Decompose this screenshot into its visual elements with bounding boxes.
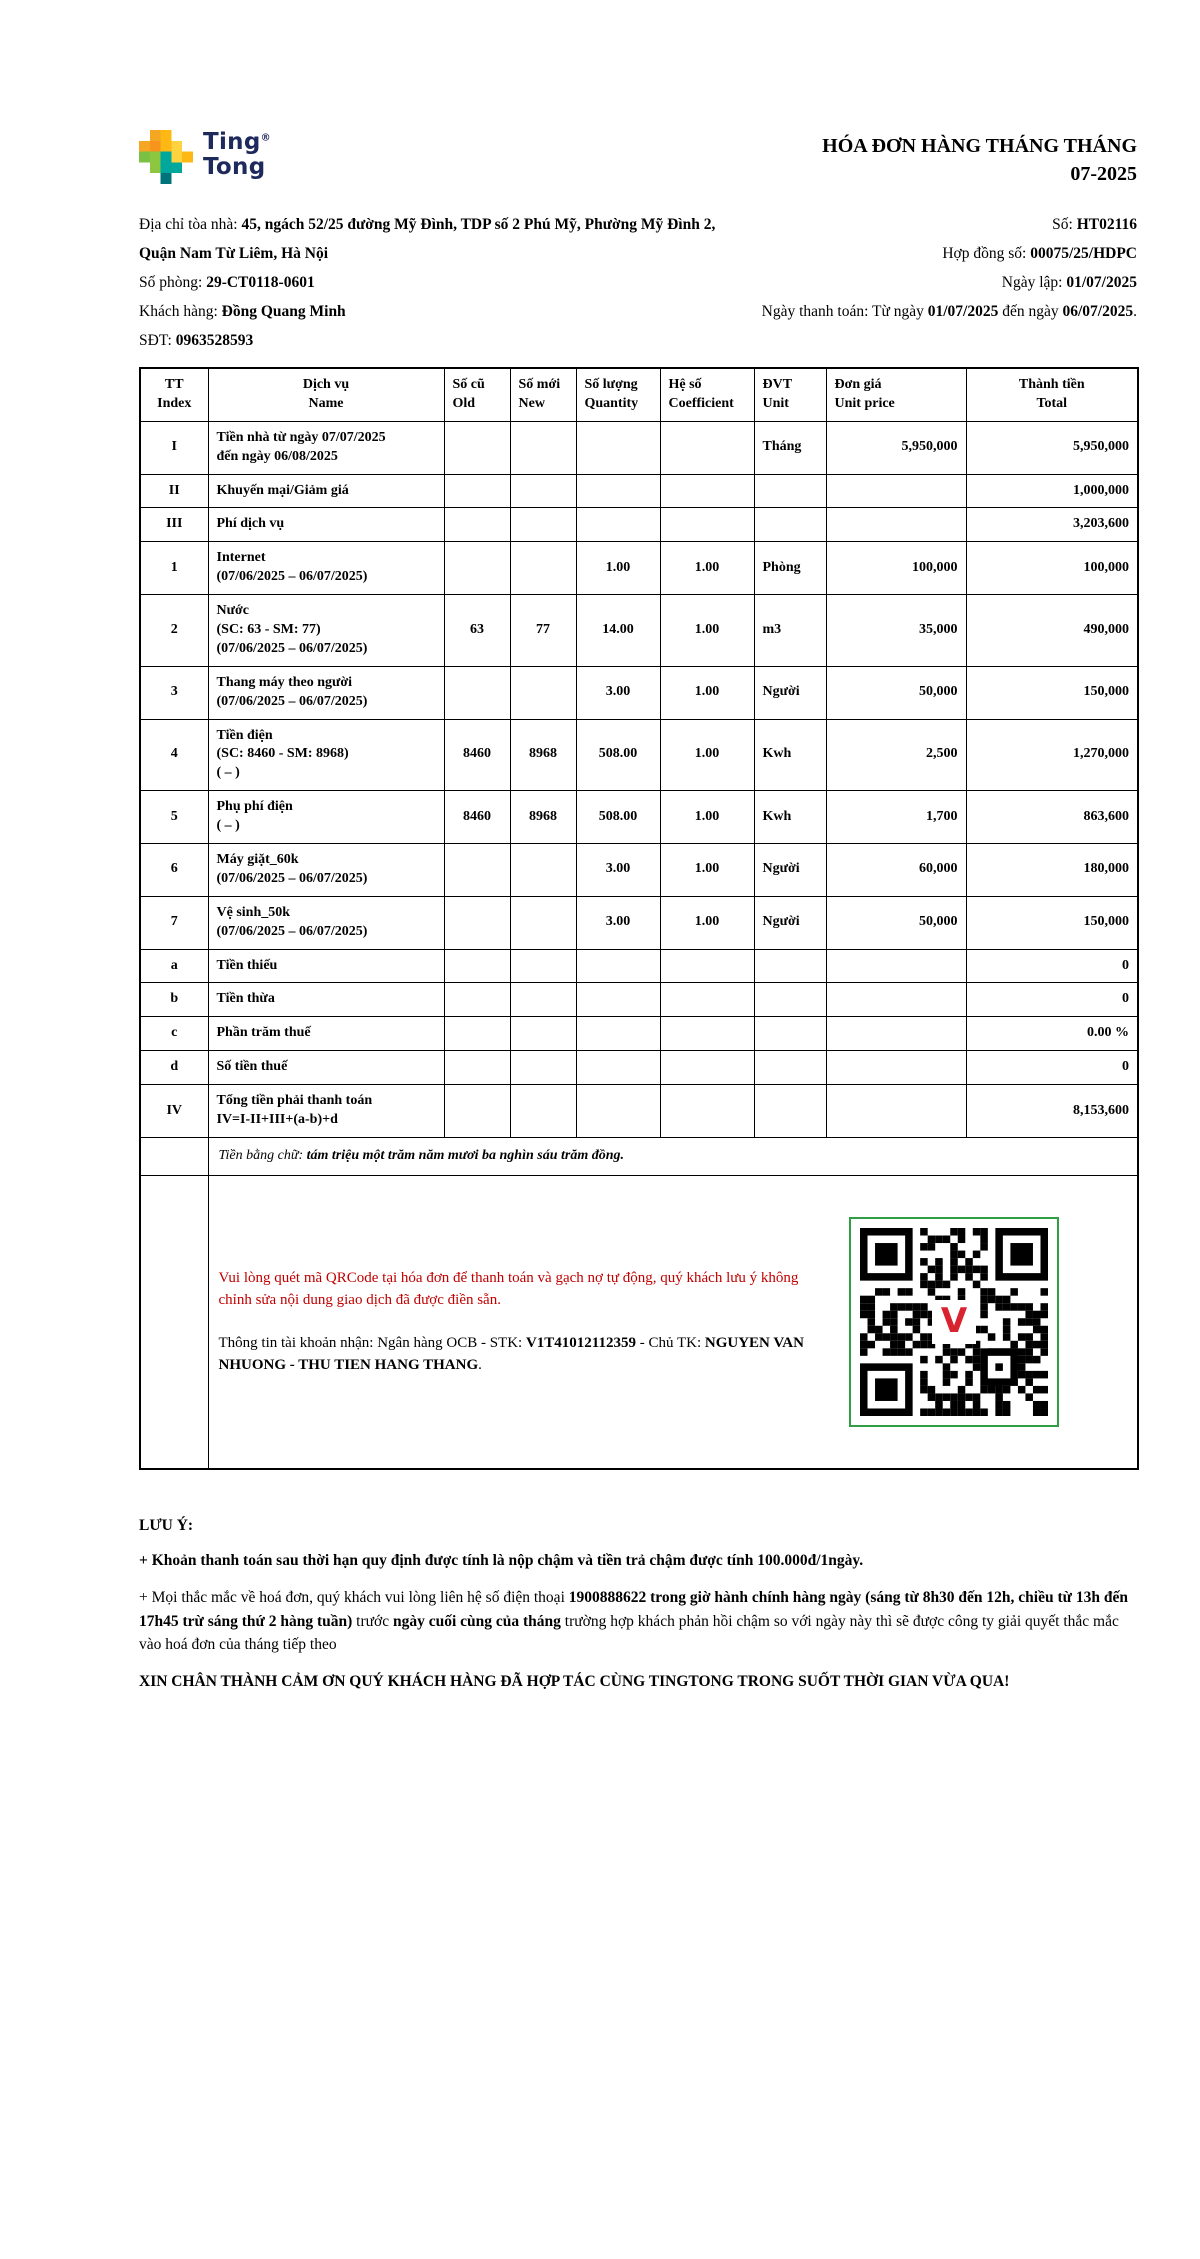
cell-new [510, 1085, 576, 1138]
cell-qty [576, 1017, 660, 1051]
cell-new [510, 983, 576, 1017]
cell-name: Tổng tiền phải thanh toán IV=I-II+III+(a-b)+d [208, 1085, 444, 1138]
cell-index: c [140, 1017, 208, 1051]
cell-total: 863,600 [966, 791, 1138, 844]
cell-old: 8460 [444, 719, 510, 791]
cell-unit: Kwh [754, 719, 826, 791]
cell-qty: 3.00 [576, 666, 660, 719]
cell-qty: 3.00 [576, 844, 660, 897]
cell-coef [660, 1085, 754, 1138]
cell-name: Nước (SC: 63 - SM: 77) (07/06/2025 – 06/07/2025) [208, 595, 444, 667]
table-row [140, 666, 1138, 719]
note-hotline-part3: trường hợp khách phản hồi chậm so với ngày này thì sẽ được công ty giải quyết thắc mắc vào hoá đơn của tháng tiếp theo [139, 1612, 1119, 1653]
cell-coef: 1.00 [660, 896, 754, 949]
cell-unit: Tháng [754, 421, 826, 474]
cell-index: 5 [140, 791, 208, 844]
cell-coef: 1.00 [660, 595, 754, 667]
cell-old [444, 983, 510, 1017]
header-coefficient: Hệ số Coefficient [660, 368, 754, 421]
note-hotline-part2: trước [352, 1612, 393, 1630]
cell-name: Tiền thừa [208, 983, 444, 1017]
cell-unit [754, 1051, 826, 1085]
amount-in-words-cell [208, 1137, 1138, 1175]
cell-coef [660, 983, 754, 1017]
cell-unit [754, 474, 826, 508]
qr-center-logo-icon: V [932, 1300, 976, 1344]
account-info [219, 1332, 819, 1377]
cell-old [444, 1085, 510, 1138]
table-row [140, 508, 1138, 542]
cell-unit: Người [754, 896, 826, 949]
cell-index: b [140, 983, 208, 1017]
cell-name: Vệ sinh_50k (07/06/2025 – 06/07/2025) [208, 896, 444, 949]
table-row [140, 791, 1138, 844]
header-total: Thành tiền Total [966, 368, 1138, 421]
cell-index: d [140, 1051, 208, 1085]
cell-total: 180,000 [966, 844, 1138, 897]
cell-new [510, 666, 576, 719]
cell-old [444, 666, 510, 719]
table-row [140, 421, 1138, 474]
cell-qty [576, 421, 660, 474]
contract-label: Hợp đồng số: [942, 245, 1031, 262]
cell-coef: 1.00 [660, 666, 754, 719]
note-hotline-number: 1900888622 trong giờ hành chính hàng ngày (sáng từ 8h30 đến 12h, chiều từ 13h đến 17h45 trừ sáng thứ 2 hàng tuần) [139, 1589, 1128, 1630]
cell-name: Tiền thiếu [208, 949, 444, 983]
account-number: V1T41012112359 [525, 1334, 636, 1351]
cell-name: Thang máy theo người (07/06/2025 – 06/07/2025) [208, 666, 444, 719]
cell-name: Tiền điện (SC: 8460 - SM: 8968) ( – ) [208, 719, 444, 791]
cell-name: Số tiền thuế [208, 1051, 444, 1085]
issue-date-label: Ngày lập: [1001, 274, 1067, 291]
cell-name: Internet (07/06/2025 – 06/07/2025) [208, 542, 444, 595]
cell-old [444, 896, 510, 949]
cell-total: 100,000 [966, 542, 1138, 595]
payment-date-prefix: Ngày thanh toán: Từ ngày [761, 303, 928, 320]
cell-name: Tiền nhà từ ngày 07/07/2025 đến ngày 06/08/2025 [208, 421, 444, 474]
registered-mark: ® [260, 132, 271, 144]
cell-qty: 508.00 [576, 719, 660, 791]
amount-in-words-label: Tiền bằng chữ: [218, 1147, 307, 1163]
customer-value: Đồng Quang Minh [221, 303, 346, 320]
table-row [140, 542, 1138, 595]
cell-new [510, 896, 576, 949]
invoice-page [139, 0, 1137, 1693]
cell-unit [754, 1085, 826, 1138]
cell-qty [576, 474, 660, 508]
notes-heading: LƯU Ý: [139, 1516, 194, 1534]
cell-index: a [140, 949, 208, 983]
table-row [140, 1017, 1138, 1051]
cell-price [826, 1017, 966, 1051]
cell-unit: Người [754, 844, 826, 897]
cell-new [510, 421, 576, 474]
note-late-payment: + Khoản thanh toán sau thời hạn quy định được tính là nộp chậm và tiền trả chậm được tính 100.000đ/1ngày. [139, 1552, 864, 1570]
cell-price: 2,500 [826, 719, 966, 791]
cell-coef: 1.00 [660, 791, 754, 844]
cell-coef: 1.00 [660, 844, 754, 897]
cell-qty [576, 983, 660, 1017]
cell-unit: Kwh [754, 791, 826, 844]
cell-unit: Phòng [754, 542, 826, 595]
brand-line2: Tong [203, 154, 266, 181]
payment-date-mid: đến ngày [998, 303, 1063, 320]
cell-price [826, 949, 966, 983]
cell-old [444, 1051, 510, 1085]
cell-price [826, 983, 966, 1017]
table-row [140, 719, 1138, 791]
cell-new [510, 474, 576, 508]
note-hotline-deadline: ngày cuối cùng của tháng [392, 1612, 561, 1630]
cell-total: 0.00 % [966, 1017, 1138, 1051]
cell-price [826, 1085, 966, 1138]
cell-coef: 1.00 [660, 542, 754, 595]
cell-total: 0 [966, 1051, 1138, 1085]
cell-new: 77 [510, 595, 576, 667]
thank-you-text: XIN CHÂN THÀNH CẢM ƠN QUÝ KHÁCH HÀNG ĐÃ HỢP TÁC CÙNG TINGTONG TRONG SUỐT THỜI GIAN VỪA QUA! [139, 1673, 1010, 1691]
cell-index: 1 [140, 542, 208, 595]
header-unit-price: Đơn giá Unit price [826, 368, 966, 421]
contract-value: 00075/25/HDPC [1030, 245, 1137, 262]
phone-value: 0963528593 [175, 332, 254, 349]
qr-warning-text: Vui lòng quét mã QRCode tại hóa đơn để thanh toán và gạch nợ tự động, quý khách lưu ý không chỉnh sửa nội dung giao dịch đã được điền sẵn. [218, 1269, 799, 1309]
cell-price: 5,950,000 [826, 421, 966, 474]
account-prefix: Thông tin tài khoản nhận: Ngân hàng OCB - STK: [218, 1334, 526, 1351]
account-holder: NGUYEN VAN NHUONG - THU TIEN HANG THANG [218, 1334, 804, 1374]
table-row [140, 1085, 1138, 1138]
note-hotline-part1: + Mọi thắc mắc về hoá đơn, quý khách vui lòng liên hệ số điện thoại [139, 1589, 569, 1607]
invoice-title: HÓA ĐƠN HÀNG THÁNG THÁNG 07-2025 [822, 135, 1137, 185]
header [139, 130, 1137, 188]
note-hotline [139, 1586, 1137, 1656]
cell-old [444, 844, 510, 897]
cell-price [826, 1051, 966, 1085]
tingtong-logo [139, 130, 271, 184]
cell-qty: 1.00 [576, 542, 660, 595]
cell-price: 35,000 [826, 595, 966, 667]
cell-unit [754, 983, 826, 1017]
cell-price: 50,000 [826, 896, 966, 949]
cell-new [510, 1017, 576, 1051]
payment-instructions [219, 1267, 819, 1377]
cell-index: III [140, 508, 208, 542]
cell-old [444, 949, 510, 983]
cell-new: 8968 [510, 791, 576, 844]
cell-total: 490,000 [966, 595, 1138, 667]
header-index: TT Index [140, 368, 208, 421]
table-row [140, 595, 1138, 667]
address-label: Địa chỉ tòa nhà: [139, 216, 242, 233]
cell-qty [576, 949, 660, 983]
cell-name: Phụ phí điện ( – ) [208, 791, 444, 844]
cell-total: 150,000 [966, 896, 1138, 949]
invoice-number-value: HT02116 [1076, 216, 1137, 233]
header-unit: ĐVT Unit [754, 368, 826, 421]
cell-qty [576, 1085, 660, 1138]
cell-new [510, 542, 576, 595]
cell-total: 8,153,600 [966, 1085, 1138, 1138]
phone-label: SĐT: [139, 332, 176, 349]
cell-unit: m3 [754, 595, 826, 667]
cell-qty [576, 1051, 660, 1085]
cell-name: Máy giặt_60k (07/06/2025 – 06/07/2025) [208, 844, 444, 897]
cell-qty: 14.00 [576, 595, 660, 667]
cell-index: II [140, 474, 208, 508]
address-value: 45, ngách 52/25 đường Mỹ Đình, TDP số 2 Phú Mỹ, Phường Mỹ Đình 2, Quận Nam Từ Liêm, Hà Nội [139, 216, 716, 262]
cell-price [826, 508, 966, 542]
amount-in-words-spacer [140, 1137, 208, 1175]
table-header-row [140, 368, 1138, 421]
cell-index: I [140, 421, 208, 474]
account-suffix: . [478, 1357, 482, 1374]
cell-coef: 1.00 [660, 719, 754, 791]
cell-new [510, 508, 576, 542]
cell-new [510, 1051, 576, 1085]
cell-unit [754, 508, 826, 542]
header-quantity: Số lượng Quantity [576, 368, 660, 421]
header-new: Số mới New [510, 368, 576, 421]
invoice-table [139, 367, 1139, 1470]
cell-name: Phí dịch vụ [208, 508, 444, 542]
payment-date-suffix: . [1133, 303, 1137, 320]
cell-coef [660, 421, 754, 474]
cell-index: 6 [140, 844, 208, 897]
table-row [140, 896, 1138, 949]
notes-section [139, 1514, 1137, 1694]
invoice-info [139, 210, 1137, 355]
cell-total: 150,000 [966, 666, 1138, 719]
cell-unit [754, 949, 826, 983]
cell-total: 5,950,000 [966, 421, 1138, 474]
invoice-table-body [140, 421, 1138, 1137]
cell-new: 8968 [510, 719, 576, 791]
table-row [140, 1051, 1138, 1085]
cell-name: Khuyến mại/Giảm giá [208, 474, 444, 508]
qr-payment-row [140, 1175, 1138, 1469]
room-value: 29-CT0118-0601 [206, 274, 315, 291]
room-label: Số phòng: [139, 274, 207, 291]
customer-label: Khách hàng: [139, 303, 222, 320]
invoice-number-label: Số: [1052, 216, 1077, 233]
amount-in-words-value: tám triệu một trăm năm mươi ba nghìn sáu trăm đồng. [306, 1147, 625, 1163]
invoice-info-right [742, 210, 1137, 355]
cell-old [444, 474, 510, 508]
invoice-info-left [139, 210, 724, 355]
cell-index: 7 [140, 896, 208, 949]
header-name: Dịch vụ Name [208, 368, 444, 421]
qr-payment-cell [208, 1175, 1138, 1469]
cell-index: 2 [140, 595, 208, 667]
cell-coef [660, 1051, 754, 1085]
cell-total: 3,203,600 [966, 508, 1138, 542]
cell-old: 63 [444, 595, 510, 667]
qr-code [849, 1217, 1059, 1427]
cell-new [510, 844, 576, 897]
table-row [140, 844, 1138, 897]
brand-line1: Ting [203, 129, 261, 155]
table-row [140, 949, 1138, 983]
cell-total: 0 [966, 983, 1138, 1017]
cell-coef [660, 508, 754, 542]
table-row [140, 474, 1138, 508]
cell-qty: 508.00 [576, 791, 660, 844]
cell-old: 8460 [444, 791, 510, 844]
tingtong-logo-icon [139, 130, 193, 184]
header-old: Số cũ Old [444, 368, 510, 421]
cell-new [510, 949, 576, 983]
cell-total: 1,000,000 [966, 474, 1138, 508]
cell-index: 4 [140, 719, 208, 791]
cell-coef [660, 1017, 754, 1051]
cell-unit [754, 1017, 826, 1051]
cell-price [826, 474, 966, 508]
cell-price: 60,000 [826, 844, 966, 897]
cell-unit: Người [754, 666, 826, 719]
cell-price: 100,000 [826, 542, 966, 595]
cell-qty: 3.00 [576, 896, 660, 949]
cell-old [444, 421, 510, 474]
cell-price: 50,000 [826, 666, 966, 719]
table-row [140, 983, 1138, 1017]
cell-old [444, 542, 510, 595]
cell-index: 3 [140, 666, 208, 719]
tingtong-logo-text [203, 130, 271, 181]
cell-coef [660, 474, 754, 508]
issue-date-value: 01/07/2025 [1066, 274, 1137, 291]
cell-coef [660, 949, 754, 983]
account-mid: - Chủ TK: [635, 1334, 705, 1351]
cell-old [444, 1017, 510, 1051]
amount-in-words-row [140, 1137, 1138, 1175]
cell-total: 1,270,000 [966, 719, 1138, 791]
payment-date-to: 06/07/2025 [1062, 303, 1134, 320]
cell-index: IV [140, 1085, 208, 1138]
cell-total: 0 [966, 949, 1138, 983]
cell-old [444, 508, 510, 542]
cell-price: 1,700 [826, 791, 966, 844]
qr-row-spacer [140, 1175, 208, 1469]
payment-date-from: 01/07/2025 [927, 303, 999, 320]
cell-qty [576, 508, 660, 542]
cell-name: Phần trăm thuế [208, 1017, 444, 1051]
